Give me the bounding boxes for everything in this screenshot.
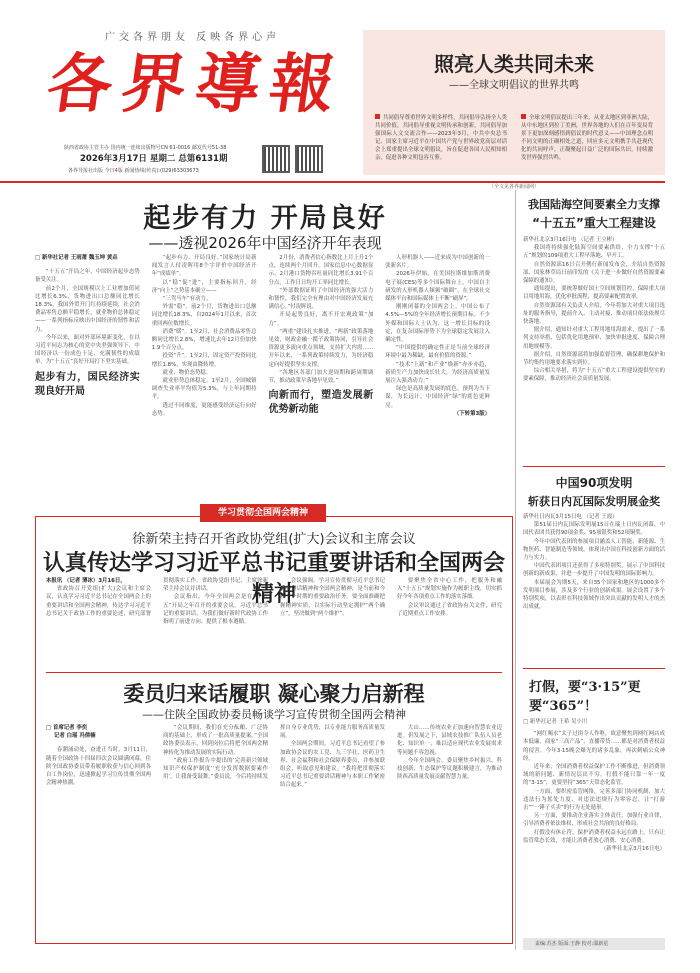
paragraph: 综合相关举措，将为“十五五”重大工程建设提供坚实的要素保障，推动经济社会高质量发展。 <box>523 368 665 383</box>
paragraph: “网红喝水”太子过街令人作呕，故意聚焦到网红网店成本低廉，商家“三高产品”、直播带货……都是对消费者权益的侵害。今年3·15晚会曝光的诸多乱象，再次刺痛公众神经。 <box>523 731 665 762</box>
publisher-info: 陕西省政协主管主办 国内统一连续出版物号CN 61-0016 邮发代号51-38 <box>64 145 227 151</box>
qr-code-icon[interactable] <box>262 145 290 173</box>
paragraph: 刚刚闭幕的全国两会上，中国公布了4.5%—5%的全年经济增长预期目标。不少外媒和国际人士认为，这一增长目标的设定，在复杂国际形势下为全球稳定发展注入确定性。 <box>385 304 490 344</box>
members-article-body <box>46 724 502 939</box>
paragraph: 春潮涌动处，奋进正当时。3月11日，随着全国政协十四届四次会议圆满闭幕，住陕全国政协委员带着履职收获与信心回到各自工作岗位，迅速掀起学习宣传贯彻全国两会精神热潮。 <box>46 747 151 787</box>
paragraph: 据介绍，自然资源部将加强监督管理，确保耕地保护和节约集约用地要求落实到位。 <box>523 351 665 367</box>
byline: 本报讯 （记者 薄冰）3月16日， <box>46 578 126 584</box>
newspaper-logo: 各界導報 <box>42 47 350 122</box>
paragraph: 省政协召开党组(扩大)会议和主席会议，认真学习习近平总书记在全国两会上的重要讲话和全国两会精神，传达学习习近平总书记关于政协工作的重要论述，研究部署贯彻落实工作。省政协党组书记、主席徐新荣主持会议并讲话。 <box>46 578 268 617</box>
issue-info-a: 各界导报社出版 今日 <box>68 168 115 174</box>
members-headline: 委员归来话履职 凝心聚力启新程 <box>123 681 425 706</box>
side-title: 中国90项发明 <box>555 476 633 490</box>
side-body <box>523 236 665 456</box>
section-subhead: 向新而行，塑造发展新优势新动能 <box>268 390 374 416</box>
paragraph: 今年中国代表团的参展项目涵盖人工智能、新能源、生物医药、智能制造等领域，体现出中国在科技创新方面的活力与实力。 <box>523 538 665 562</box>
feature-right-body: 全球文明倡议提出三年来，从亚太地区到非洲大陆，从中东地区到拉丁美洲，世界各地的人们在百年变局背景下更加深刻感悟到倡议的时代意义——中国理念点明不同文明的正确相处之道，回应多元文明携手共赴现代化的共同呼声，正凝聚起日益广泛的国际共识，持续激发世界强烈共鸣。 <box>521 115 653 161</box>
side-title: 我国陆海空间要素全力支撑 <box>528 198 660 211</box>
paragraph: 今年全国两会，委员聚焦乡村振兴、科技创新、生态保护等议题积极建言，为推动陕西高质量发展贡献智慧力量。 <box>397 757 502 781</box>
paragraph: 我国将持续强化陆海空间要素供给，全力支撑“十五五”规划的109项重大工程早落地、早开工。 <box>523 245 665 260</box>
paragraph: 会议审议通过了省政协有关文件，研究了近期重点工作安排。 <box>397 602 502 617</box>
issue-info-b: 版 新闻热线(传真):(029)63303673 <box>117 168 199 174</box>
side-title: 斩获日内瓦国际发明展金奖 <box>528 495 660 508</box>
paragraph: 2月份，消费者信心指数比上月上升1个点，连续两个月回升。国家信息中心数据显示，2月港口货物吞吐量同比增长3.91个百分点，工作日日均开工率同比增长。 <box>268 255 374 286</box>
page-count: 4 <box>114 168 118 174</box>
paragraph: 通知提出，要统筹做好国土空间规划管控，保障重大项目用地用海，优化审批流程，提高要素配置效率。 <box>523 286 665 301</box>
paragraph: “外部数据证明了中国经济的强大活力和韧性，我们完全有理由对中国经济发展充满信心。”付凌晖说。 <box>268 287 374 311</box>
byline: □ 新华社记者 王希 吴小川 <box>523 719 588 725</box>
paragraph: 会议强调，学习宣传贯彻习近平总书记重要讲话精神和全国两会精神，是当前和今后一个时期的重要政治任务。要全面准确把握精神实质，以实际行动坚定拥护“两个确立”，坚决做到“两个维护”。 <box>280 578 385 617</box>
side-title: “十五五”重大工程建设 <box>532 216 656 230</box>
section-banner: 学习贯彻全国两会精神 <box>200 504 326 522</box>
paragraph: 中国代表团项目还获得了多项特别奖，展示了中国科技创新的新成果，并进一步提升了中国发明的国际影响力。 <box>523 563 665 578</box>
square-bullet-icon <box>375 114 380 119</box>
paragraph: 本届展会为期5天，来自35个国家和地区的1000多个发明项目参展，涉及多个行业的创新成果。展会设置了多个特别奖项，以表彰在科技领域作出突出贡献的发明人才的杰出成就。 <box>523 579 665 611</box>
paragraph: 会议指出，今年全国两会是在“十五五”开局之年召开的重要会议。习近平总书记的重要讲话，为我们做好新时代政协工作指明了前进方向、提供了根本遵循。 <box>163 594 268 626</box>
byline: □ 新华社记者 王雨萧 魏玉坤 黄垚 <box>35 255 118 261</box>
main-subheadline: ——透视2026年中国经济开年表现 <box>148 234 382 252</box>
paragraph: 2026年伊始，在美国拉斯维加斯消费电子展(CES)等多个国际舞台上，中国自主研发的人形机器人频频“破圈”，在全球社交媒体平台和国际媒体上不断“刷屏”。 <box>385 271 490 303</box>
continued-note[interactable]: （下转第3版） <box>453 410 490 417</box>
main-headline: 起步有力 开局良好 <box>143 203 387 234</box>
paragraph: “两重”建设扎实推进，“两新”政策落地见效，财政金融一揽子政策协同，引导社会资源更多流向重点领域，支持扩大内需……开年以来，一系列政策持续发力，为经济稳定向好提供坚实支撑。 <box>268 328 374 368</box>
editor-credits: 责编:苏杰 版面:王静 校对:邵新星 <box>523 938 665 950</box>
paragraph: 就业形势总体稳定。1至2月，全国城镇调查失业率平均值为5.3%，与上年同期持平。 <box>151 378 257 401</box>
feature-subtitle: ——全球文明倡议的世界共鸣 <box>449 80 579 91</box>
byline: □ 首席记者 李奕 <box>46 725 88 731</box>
side-body <box>523 718 665 968</box>
feature-box <box>363 30 665 190</box>
paragraph: 近年来，全国消费者权益保护工作不断推进，但消费领域的新问题、新情况层出不穷。打假不能只靠一年一度的“3·15”，更要坚持“365”天常态化监管。 <box>523 764 665 787</box>
byline: 记者 白瑶 冯倩楠 <box>54 733 96 740</box>
paragraph: 绿色是高质量发展的底色。预判为当下谋，为长远计，中国经济“绿”的底色更鲜亮。 <box>385 386 490 409</box>
divider <box>523 668 665 669</box>
column-divider <box>515 190 516 950</box>
paragraph: 自然资源部有关负责人介绍，今年将加大对重大项目选址的服务指导，提前介入、主动对接，推动项目依法依规尽快落地。 <box>523 302 665 326</box>
paragraph: 自然资源部16日召开例行新闻发布会，介绍自然资源部、国家林草局日前印发的《关于进一步做好自然资源要素保障的通知》。 <box>523 261 665 285</box>
paragraph: “各地区各部门加大逆周期和跨周期调节，推动政策早落地早见效。” <box>268 369 374 385</box>
paragraph: 大山……传统农业正加速向智慧农业迈进。但发展之下，县域农技推广队伍人员老化、知识单一，难以适应现代农业发展需求等问题不容忽视。 <box>397 725 502 756</box>
meeting-title-top: 徐新荣主持召开省政协党组(扩大)会议和主席会议 <box>132 532 416 547</box>
paragraph: 据介绍，通知针对重大工程用地用海需求，提出了一系列支持举措，包括优化用地预审、加快审批进度、保障合理用地规模等。 <box>523 327 665 350</box>
side-article-land <box>523 196 665 456</box>
feature-title: 照亮人类共同未来 <box>434 52 594 76</box>
slogan: 广交各界朋友 反映各界心声 <box>105 32 281 43</box>
square-bullet-icon <box>521 114 526 119</box>
paragraph: 以“稳”促“进”，主要指标回升，经济“向上”之势基本确立—— <box>151 279 257 294</box>
byline: 新华社北京3月16日电 （记者 王立彬） <box>523 237 618 243</box>
issue-info <box>68 167 199 174</box>
paragraph: 一方面，要织密监管网络，完善多部门协同机制，加大违法行为惩处力度，对违法违规行为零容忍，让“打游击”“一锤子买卖”的行为无处遁形。 <box>523 788 665 812</box>
feature-left-text <box>375 114 507 162</box>
paragraph: 就业、物价态势稳。 <box>162 369 212 376</box>
feature-note: （全文见各界新闻网） <box>488 184 539 190</box>
paragraph: 消费“暖”。1至2月，社会消费品零售总额同比增长2.8%，增速比去年12月份加快1.9个百分点。 <box>151 328 257 352</box>
paragraph: 第51届日内瓦国际发明展15日在瑞士日内瓦闭幕，中国代表团共获得90项金奖、95项银奖和52项铜奖。 <box>523 522 665 537</box>
members-subheadline: ——住陕全国政协委员畅谈学习宣传贯彻全国两会精神 <box>142 708 406 721</box>
paragraph: “会议期间，我们在充分酝酿、广泛协商的基础上，形成了一批高质量提案。”全国政协委员表示，回到岗位后将把全国两会精神转化为推动发展的实际行动。 <box>163 725 268 756</box>
paragraph: 开局起势良好，离不开宏观政策“加力”。 <box>268 312 374 327</box>
paragraph: 投资“升”。1至2月，固定资产投资同比增长1.8%，实现由降转增。 <box>151 353 257 368</box>
meeting-title-main: 认真传达学习习近平总书记重要讲话和全国两会精神 <box>42 551 505 607</box>
byline: 新华社日内瓦3月15日电 （记者 王霞） <box>523 514 618 520</box>
paragraph: “政府工作报告中提出的‘完善新兴领域知识产权保护制度’‘充分发挥数据要素作用’，让我备受鼓舞。”委员说，今后将持续发挥自身专业优势，以专业能力服务高质量发展。 <box>163 725 385 781</box>
main-article-body <box>35 254 490 498</box>
paragraph: 透过不同维度，更能感受经济运行向好态势。 <box>151 402 257 417</box>
divider <box>46 672 502 673</box>
section-subhead: 起步有力，国民经济实现良好开局 <box>35 371 140 397</box>
paragraph: “中国提供的确定性正是当前全球经济环境中最为稀缺、最有价值的资源。” <box>385 345 490 360</box>
side-article-inventions <box>523 474 665 673</box>
dateline: （新华社北京3月16日电） <box>600 846 665 853</box>
qr-code-icon[interactable] <box>295 145 323 173</box>
feature-left-body: 共同倡导尊重世界文明多样性，共同倡导弘扬全人类共同价值，共同倡导重视文明传承和创新，共同倡导加强国际人文交流合作——2023年3月，中共中央总书记、国家主席习近平在中国共产党与世界政党高层对话会上郑重提出全球文明倡议，旨在促进各国人民相知相亲，促进各种文明包容互鉴。 <box>375 115 507 161</box>
paragraph: “三驾马车”有动力。 <box>162 296 212 303</box>
paragraph: 另一方面，要推动企业落实主体责任，加强行业自律，引导消费者依法维权，形成社会共治的良好格局。 <box>523 813 665 828</box>
paragraph: 今年以来，面对外部环境新变化，在以习近平同志为核心的党中央坚强领导下，中国经济以一份成色十足、充满韧性的成绩单，为“十五五”良好开局打下坚实基础。 <box>35 334 140 366</box>
paragraph: “技术”上新“和产业”焕新“亦步亦趋，新质生产力加快成长壮大，为经济高质量发展注入强劲动力。” <box>385 361 490 385</box>
paragraph: “起步有力、开局良好。”国家统计局新闻发言人付凌晖用8个字评价中国经济开年“成绩单”。 <box>151 255 257 278</box>
paragraph: 人形机器人——近来成为中国创新的一张新名片。 <box>385 255 490 270</box>
paragraph: 外需“稳”。前2个月，货物进出口总额同比增长18.3%，自2024年1月以来，首次重回两位数增长。 <box>151 304 257 327</box>
side-article-anticounterfeit <box>523 676 665 968</box>
paragraph: 要聚焦全省中心工作，把服务和融入“十五五”规划实施作为履职主线，切实抓好今年各项重点工作的落实落细。 <box>397 578 502 601</box>
masthead-divider <box>0 181 665 183</box>
paragraph: 前2个月，全国规模以上工业增加值同比增长6.3%，货物进出口总额同比增长18.3%，我国外贸开门红持续延续，社会消费品零售总额平稳增长，就业物价总体稳定——一系列指标反映出中国经济的韧性和活力。 <box>35 285 140 333</box>
divider <box>523 466 665 467</box>
feature-right-text <box>521 114 653 162</box>
paragraph: 全国两会期间，习近平总书记看望了参加政协会议的农工党、九三学社、医药卫生界、社会福利和社会保障界委员，并参加联组会，听取意见和建议。“我将把贯彻落实习近平总书记重要讲话精神与本职工作紧密结合起来。” <box>280 741 385 789</box>
side-body <box>523 513 665 673</box>
issue-date: 2026年3月17日 星期二 总第6131期 <box>80 154 228 164</box>
meeting-article-body <box>46 577 502 665</box>
side-title: 打假，要“3·15”更要“365”！ <box>529 680 641 714</box>
paragraph: 打假没有休止符，保护消费者权益永远在路上。只有让监管常态长效，才能让消费者放心消费、安心消费。 <box>523 829 665 844</box>
paragraph: “十五五”开局之年，中国经济起步态势备受关注。 <box>35 269 140 284</box>
